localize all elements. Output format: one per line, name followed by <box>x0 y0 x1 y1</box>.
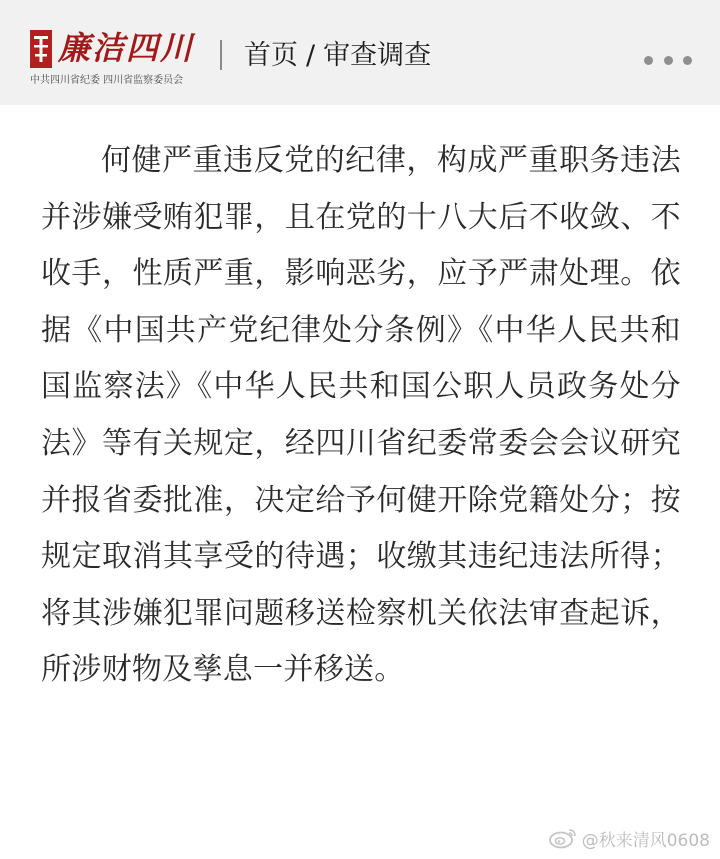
header-divider <box>220 40 222 70</box>
logo-title: 廉洁四川 <box>58 29 195 67</box>
watermark <box>548 825 710 851</box>
logo-subtitle: 中共四川省纪委 四川省监察委员会 <box>30 75 184 86</box>
article-body <box>41 133 681 699</box>
breadcrumb-home-link[interactable]: 首页 <box>244 40 298 71</box>
breadcrumb <box>244 36 431 76</box>
site-logo[interactable] <box>30 24 215 90</box>
watermark-text: @秋来清风0608 <box>581 830 710 851</box>
seal-emblem-icon <box>30 30 52 68</box>
more-horizontal-icon <box>664 56 673 65</box>
more-horizontal-icon <box>683 56 692 65</box>
more-options-button[interactable] <box>644 48 692 72</box>
breadcrumb-current-link[interactable]: 审查调查 <box>323 40 432 71</box>
weibo-icon <box>548 827 578 849</box>
article-paragraph: 何健严重违反党的纪律，构成严重职务违法并涉嫌受贿犯罪，且在党的十八大后不收敛、不收手，性质严重，影响恶劣，应予严肃处理。依据《中国共产党纪律处分条例》《中华人民共和国监察法》《中华人民共和国公职人员政务处分法》等有关规定，经四川省纪委常委会会议研究并报省委批准，决定给予何健开除党籍处分；按规定取消其享受的待遇；收缴其违纪违法所得；将其涉嫌犯罪问题移送检察机关依法审查起诉，所涉财物及孳息一并移送。 <box>41 143 681 688</box>
top-header <box>0 0 720 105</box>
more-horizontal-icon <box>644 56 653 65</box>
breadcrumb-separator: / <box>306 40 316 71</box>
